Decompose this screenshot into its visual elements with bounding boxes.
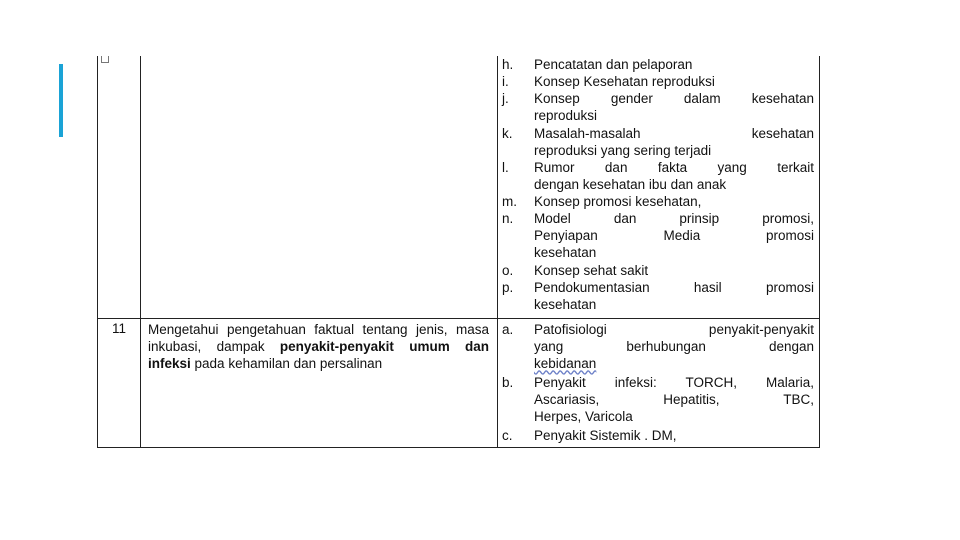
item-line: reproduksi: [534, 108, 598, 124]
item-label: k.: [502, 126, 513, 141]
item-text: [534, 321, 814, 373]
item-text: [534, 193, 814, 210]
item-text: [534, 374, 814, 426]
item-label: a.: [502, 322, 514, 337]
table-border-right: [819, 56, 820, 448]
item-label: o.: [502, 263, 514, 278]
row-separator: [97, 318, 820, 319]
item-line: Penyakit Sistemik . DM,: [534, 428, 677, 443]
item-label: h.: [502, 57, 514, 72]
item-label: c.: [502, 428, 513, 443]
item-line: Model dan prinsip promosi,: [534, 211, 814, 226]
item-line: Rumor dan fakta yang terkait: [534, 160, 814, 175]
item-text: [534, 210, 814, 262]
item-label: l.: [502, 160, 509, 175]
item-line: Konsep gender dalam kesehatan: [534, 91, 814, 106]
item-label: i.: [502, 74, 509, 89]
item-line: kesehatan: [534, 297, 597, 313]
desc-part: Mengetahui pengetahuan faktual tentang jenis, masa inkubasi, dampak: [148, 322, 489, 354]
item-text: [534, 427, 814, 444]
desc-part: pada kehamilan dan persalinan: [190, 356, 383, 371]
desc-part-bold: penyakit-penyakit umum dan infeksi: [148, 339, 490, 371]
table-divider-1: [140, 56, 141, 448]
item-line: Herpes, Varicola: [534, 409, 633, 425]
item-line: dengan kesehatan ibu dan anak: [534, 177, 727, 193]
item-line: Masalah-masalah kesehatan: [534, 126, 814, 141]
item-label: b.: [502, 375, 514, 390]
item-line: yang berhubungan dengan: [534, 339, 814, 355]
item-text: [534, 262, 814, 279]
item-text: [534, 279, 814, 313]
table-border-left: [97, 56, 98, 448]
item-line: Penyakit infeksi: TORCH, Malaria,: [534, 375, 814, 390]
item-line: Ascariasis, Hepatitis, TBC,: [534, 392, 814, 408]
item-label: m.: [502, 194, 517, 209]
item-line-underlined: kebidanan: [534, 356, 597, 372]
accent-bar: [59, 64, 63, 137]
table-border-bottom: [97, 447, 820, 448]
item-text: [534, 125, 814, 159]
curriculum-table: [97, 56, 820, 448]
item-text: [534, 159, 814, 193]
table-divider-2: [497, 56, 498, 448]
item-line: Konsep sehat sakit: [534, 263, 649, 278]
item-label: n.: [502, 211, 514, 226]
item-line: kesehatan: [534, 245, 597, 261]
row-description: [148, 321, 489, 372]
item-text: [534, 73, 814, 90]
item-line: reproduksi yang sering terjadi: [534, 143, 712, 159]
row-number: 11: [112, 321, 127, 336]
item-line: Pencatatan dan pelaporan: [534, 57, 693, 72]
item-text: [534, 56, 814, 73]
item-label: p.: [502, 280, 514, 295]
item-line: Konsep Kesehatan reproduksi: [534, 74, 715, 89]
item-line: Penyiapan Media promosi: [534, 228, 814, 244]
item-label: j.: [502, 91, 509, 106]
cell-corner-mark: [101, 56, 109, 63]
item-line: Pendokumentasian hasil promosi: [534, 280, 814, 295]
item-text: [534, 90, 814, 124]
item-line: Patofisiologi penyakit-penyakit: [534, 322, 814, 337]
item-line: Konsep promosi kesehatan,: [534, 194, 702, 209]
